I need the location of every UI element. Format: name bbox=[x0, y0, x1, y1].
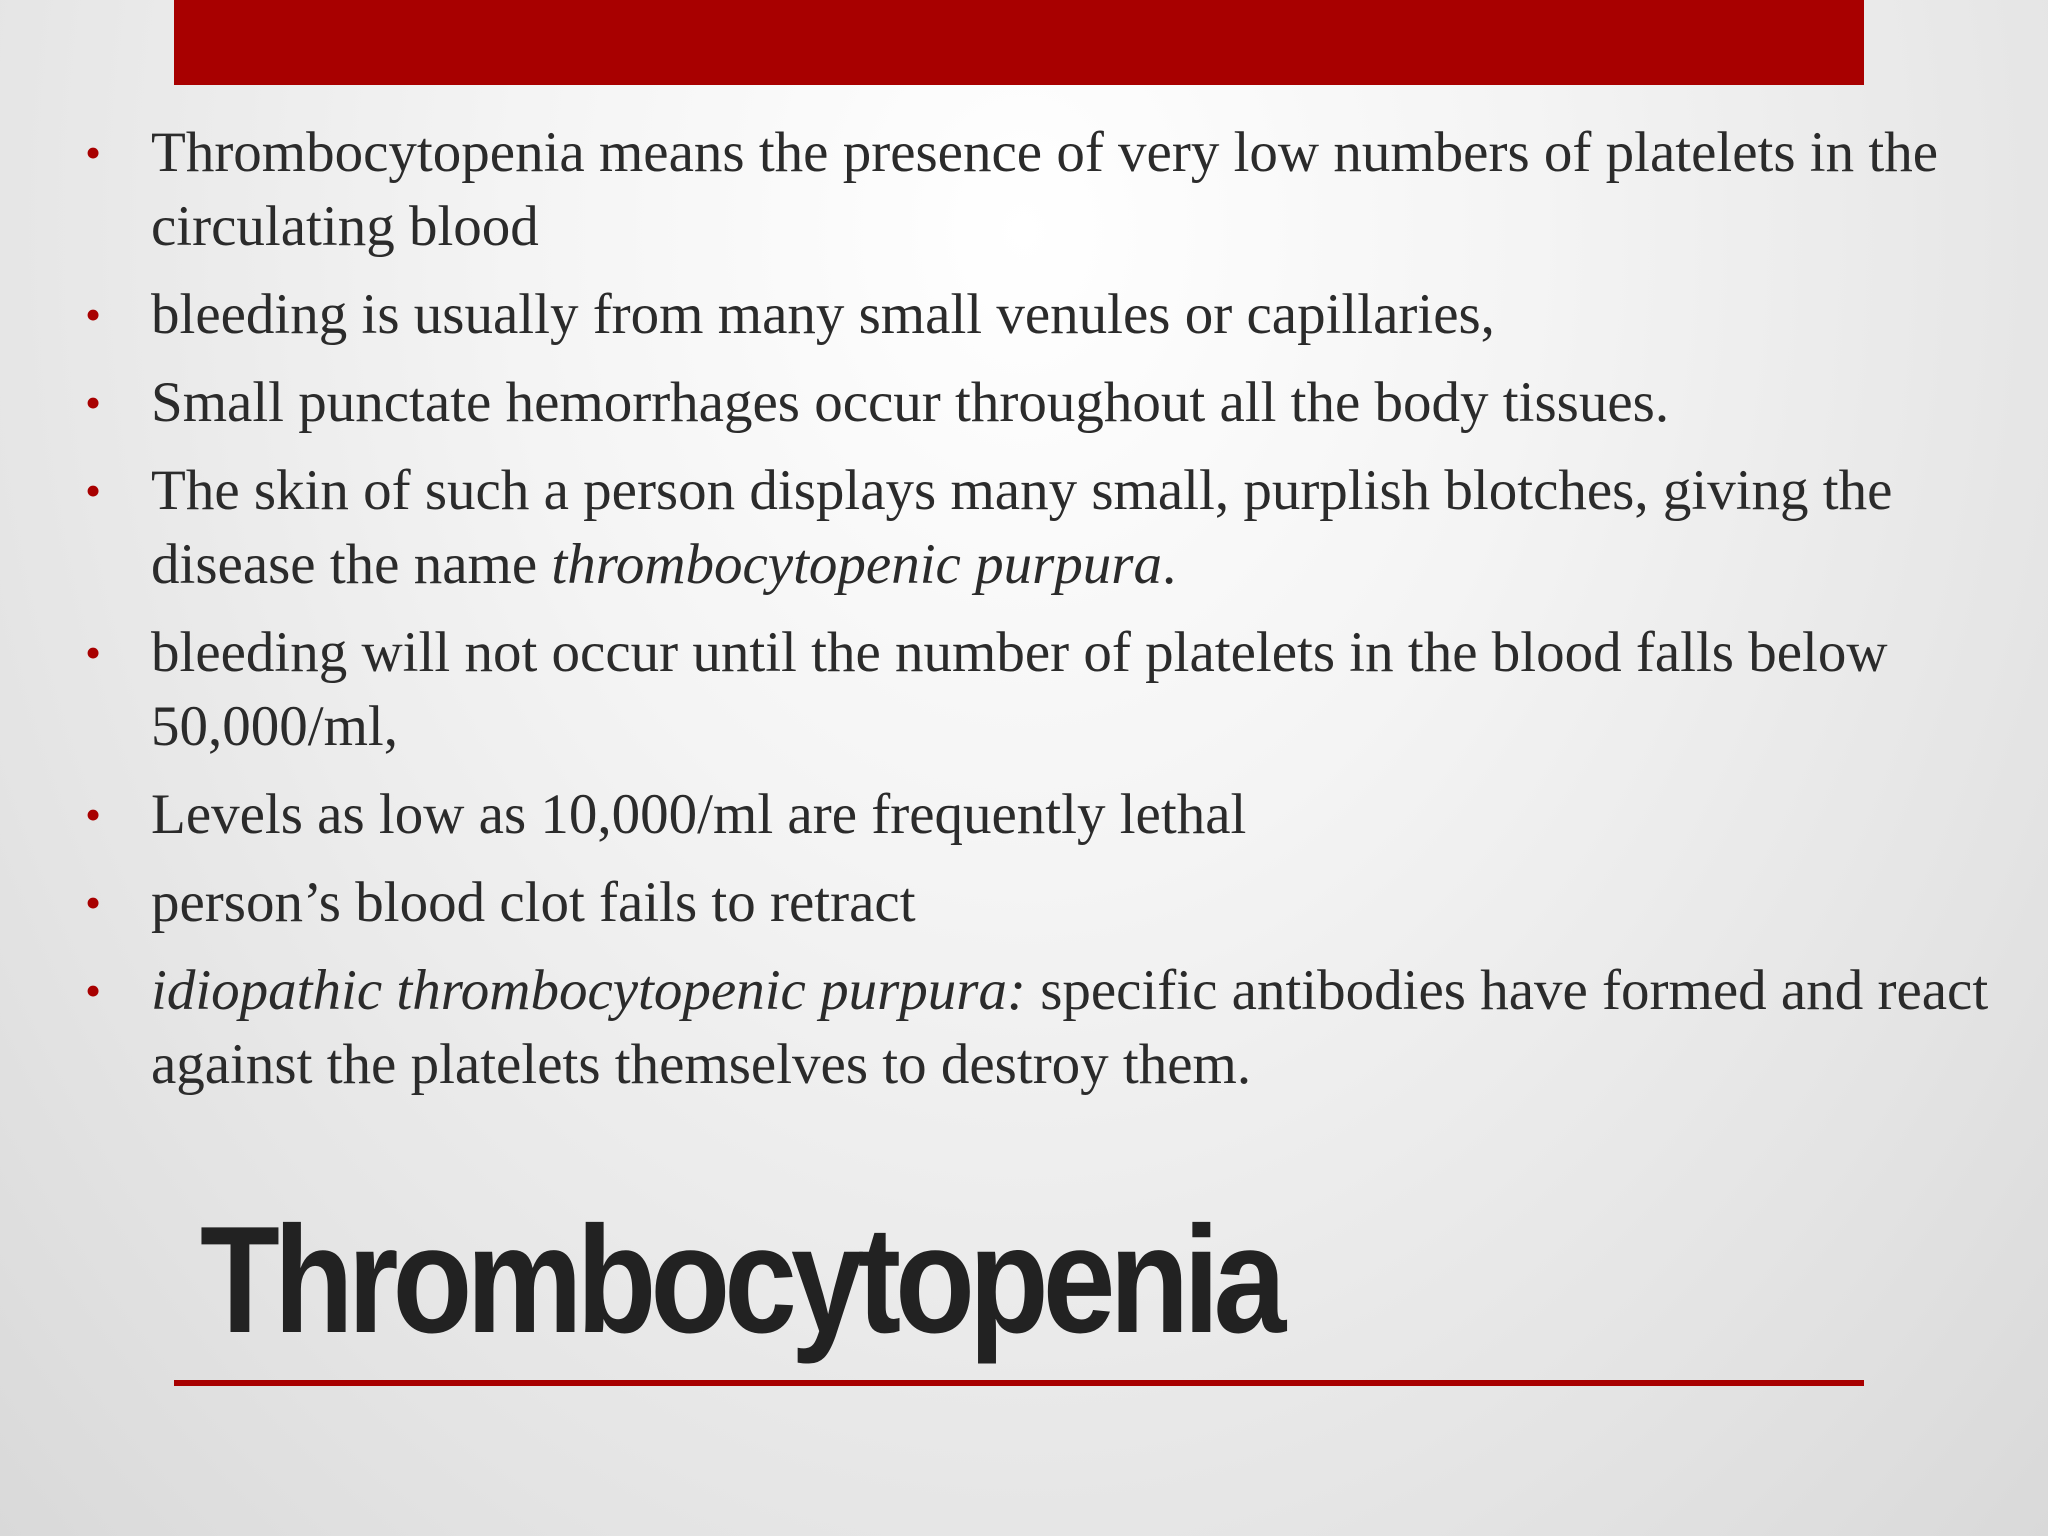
bullet-text-italic: idiopathic thrombocytopenic purpura: bbox=[151, 959, 1026, 1022]
bullet-item bbox=[85, 866, 2035, 940]
bullet-text-plain: specific antibodies have formed and react against the platelets themselves to destroy them. bbox=[151, 959, 1989, 1096]
slide-title: Thrombocytopenia bbox=[200, 1195, 1281, 1365]
bullet-dot: • bbox=[85, 465, 102, 516]
bullet-item bbox=[85, 454, 2035, 602]
bullet-text: bleeding will not occur until the number of platelets in the blood falls below 50,000/ml, bbox=[151, 621, 1888, 758]
bullet-item bbox=[85, 778, 2035, 852]
bullet-text-plain: . bbox=[1161, 533, 1177, 596]
bullet-item bbox=[85, 278, 2035, 352]
bullet-dot: • bbox=[85, 377, 102, 428]
bullet-text bbox=[151, 959, 1988, 1096]
bullet-dot: • bbox=[85, 965, 102, 1016]
title-underline-rule bbox=[174, 1380, 1864, 1386]
bullet-text: person’s blood clot fails to retract bbox=[151, 871, 916, 934]
bullet-item bbox=[85, 366, 2035, 440]
top-accent-bar bbox=[174, 0, 1864, 85]
bullet-list bbox=[85, 116, 2035, 1116]
bullet-dot: • bbox=[85, 289, 102, 340]
bullet-text: Small punctate hemorrhages occur throughout all the body tissues. bbox=[151, 371, 1670, 434]
bullet-text-plain: The skin of such a person displays many small, purplish blotches, giving the disease the name bbox=[151, 459, 1893, 596]
bullet-item bbox=[85, 116, 2035, 264]
bullet-text bbox=[151, 459, 1892, 596]
bullet-dot: • bbox=[85, 127, 102, 178]
bullet-item bbox=[85, 954, 2035, 1102]
bullet-dot: • bbox=[85, 789, 102, 840]
bullet-dot: • bbox=[85, 877, 102, 928]
bullet-text: Thrombocytopenia means the presence of very low numbers of platelets in the circulating blood bbox=[151, 121, 1939, 258]
bullet-text-italic: thrombocytopenic purpura bbox=[551, 533, 1162, 596]
bullet-text: bleeding is usually from many small venules or capillaries, bbox=[151, 283, 1495, 346]
bullet-dot: • bbox=[85, 627, 102, 678]
bullet-text: Levels as low as 10,000/ml are frequently lethal bbox=[151, 783, 1247, 846]
bullet-item bbox=[85, 616, 2035, 764]
